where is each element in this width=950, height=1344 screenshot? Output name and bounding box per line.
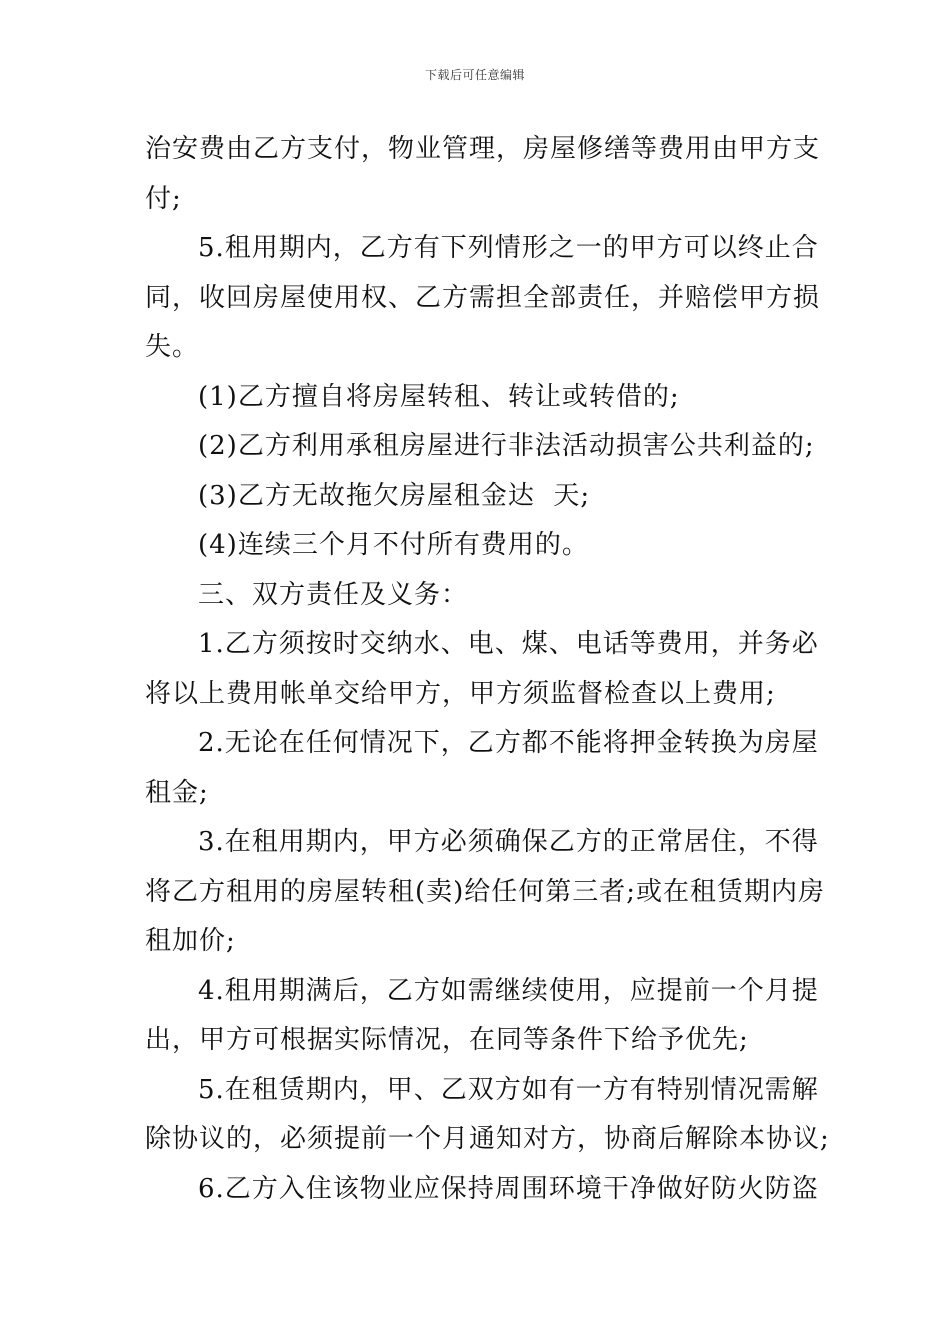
section-heading: 三、双方责任及义务： <box>198 579 469 610</box>
page-header-note: 下载后可任意编辑 <box>424 68 525 82</box>
text-line: 2.无论在任何情况下，乙方都不能将押金转换为房屋 <box>198 728 819 758</box>
text-line: 失。 <box>145 332 200 362</box>
document-body <box>145 125 830 1214</box>
text-line: 租加价; <box>145 926 236 956</box>
text-line: 治安费由乙方支付，物业管理，房屋修缮等费用由甲方支 <box>145 134 821 164</box>
text-line: 出，甲方可根据实际情况，在同等条件下给予优先; <box>145 1025 749 1055</box>
text-line: (3)乙方无故拖欠房屋租金达 天; <box>198 480 591 511</box>
text-line: (2)乙方利用承租房屋进行非法活动损害公共利益的; <box>198 431 815 461</box>
text-line: 3.在租用期内，甲方必须确保乙方的正常居住，不得 <box>198 827 819 857</box>
text-line: 除协议的，必须提前一个月通知对方，协商后解除本协议; <box>145 1124 830 1154</box>
text-line: 将以上费用帐单交给甲方，甲方须监督检查以上费用; <box>145 678 776 709</box>
text-line: 同，收回房屋使用权、乙方需担全部责任，并赔偿甲方损 <box>145 282 821 313</box>
text-line: 租金; <box>145 777 209 808</box>
text-line: 6.乙方入住该物业应保持周围环境干净做好防火防盗 <box>198 1173 819 1204</box>
text-line: (1)乙方擅自将房屋转租、转让或转借的; <box>198 381 680 412</box>
text-line: 付; <box>145 183 182 214</box>
text-line: 1.乙方须按时交纳水、电、煤、电话等费用，并务必 <box>198 629 819 659</box>
text-line: 5.租用期内，乙方有下列情形之一的甲方可以终止合 <box>198 233 819 263</box>
text-line: 5.在租赁期内，甲、乙双方如有一方有特别情况需解 <box>198 1074 819 1105</box>
text-line: (4)连续三个月不付所有费用的。 <box>198 530 589 560</box>
text-line: 4.租用期满后，乙方如需继续使用，应提前一个月提 <box>198 975 819 1006</box>
text-line: 将乙方租用的房屋转租(卖)给任何第三者;或在租赁期内房 <box>145 876 826 907</box>
